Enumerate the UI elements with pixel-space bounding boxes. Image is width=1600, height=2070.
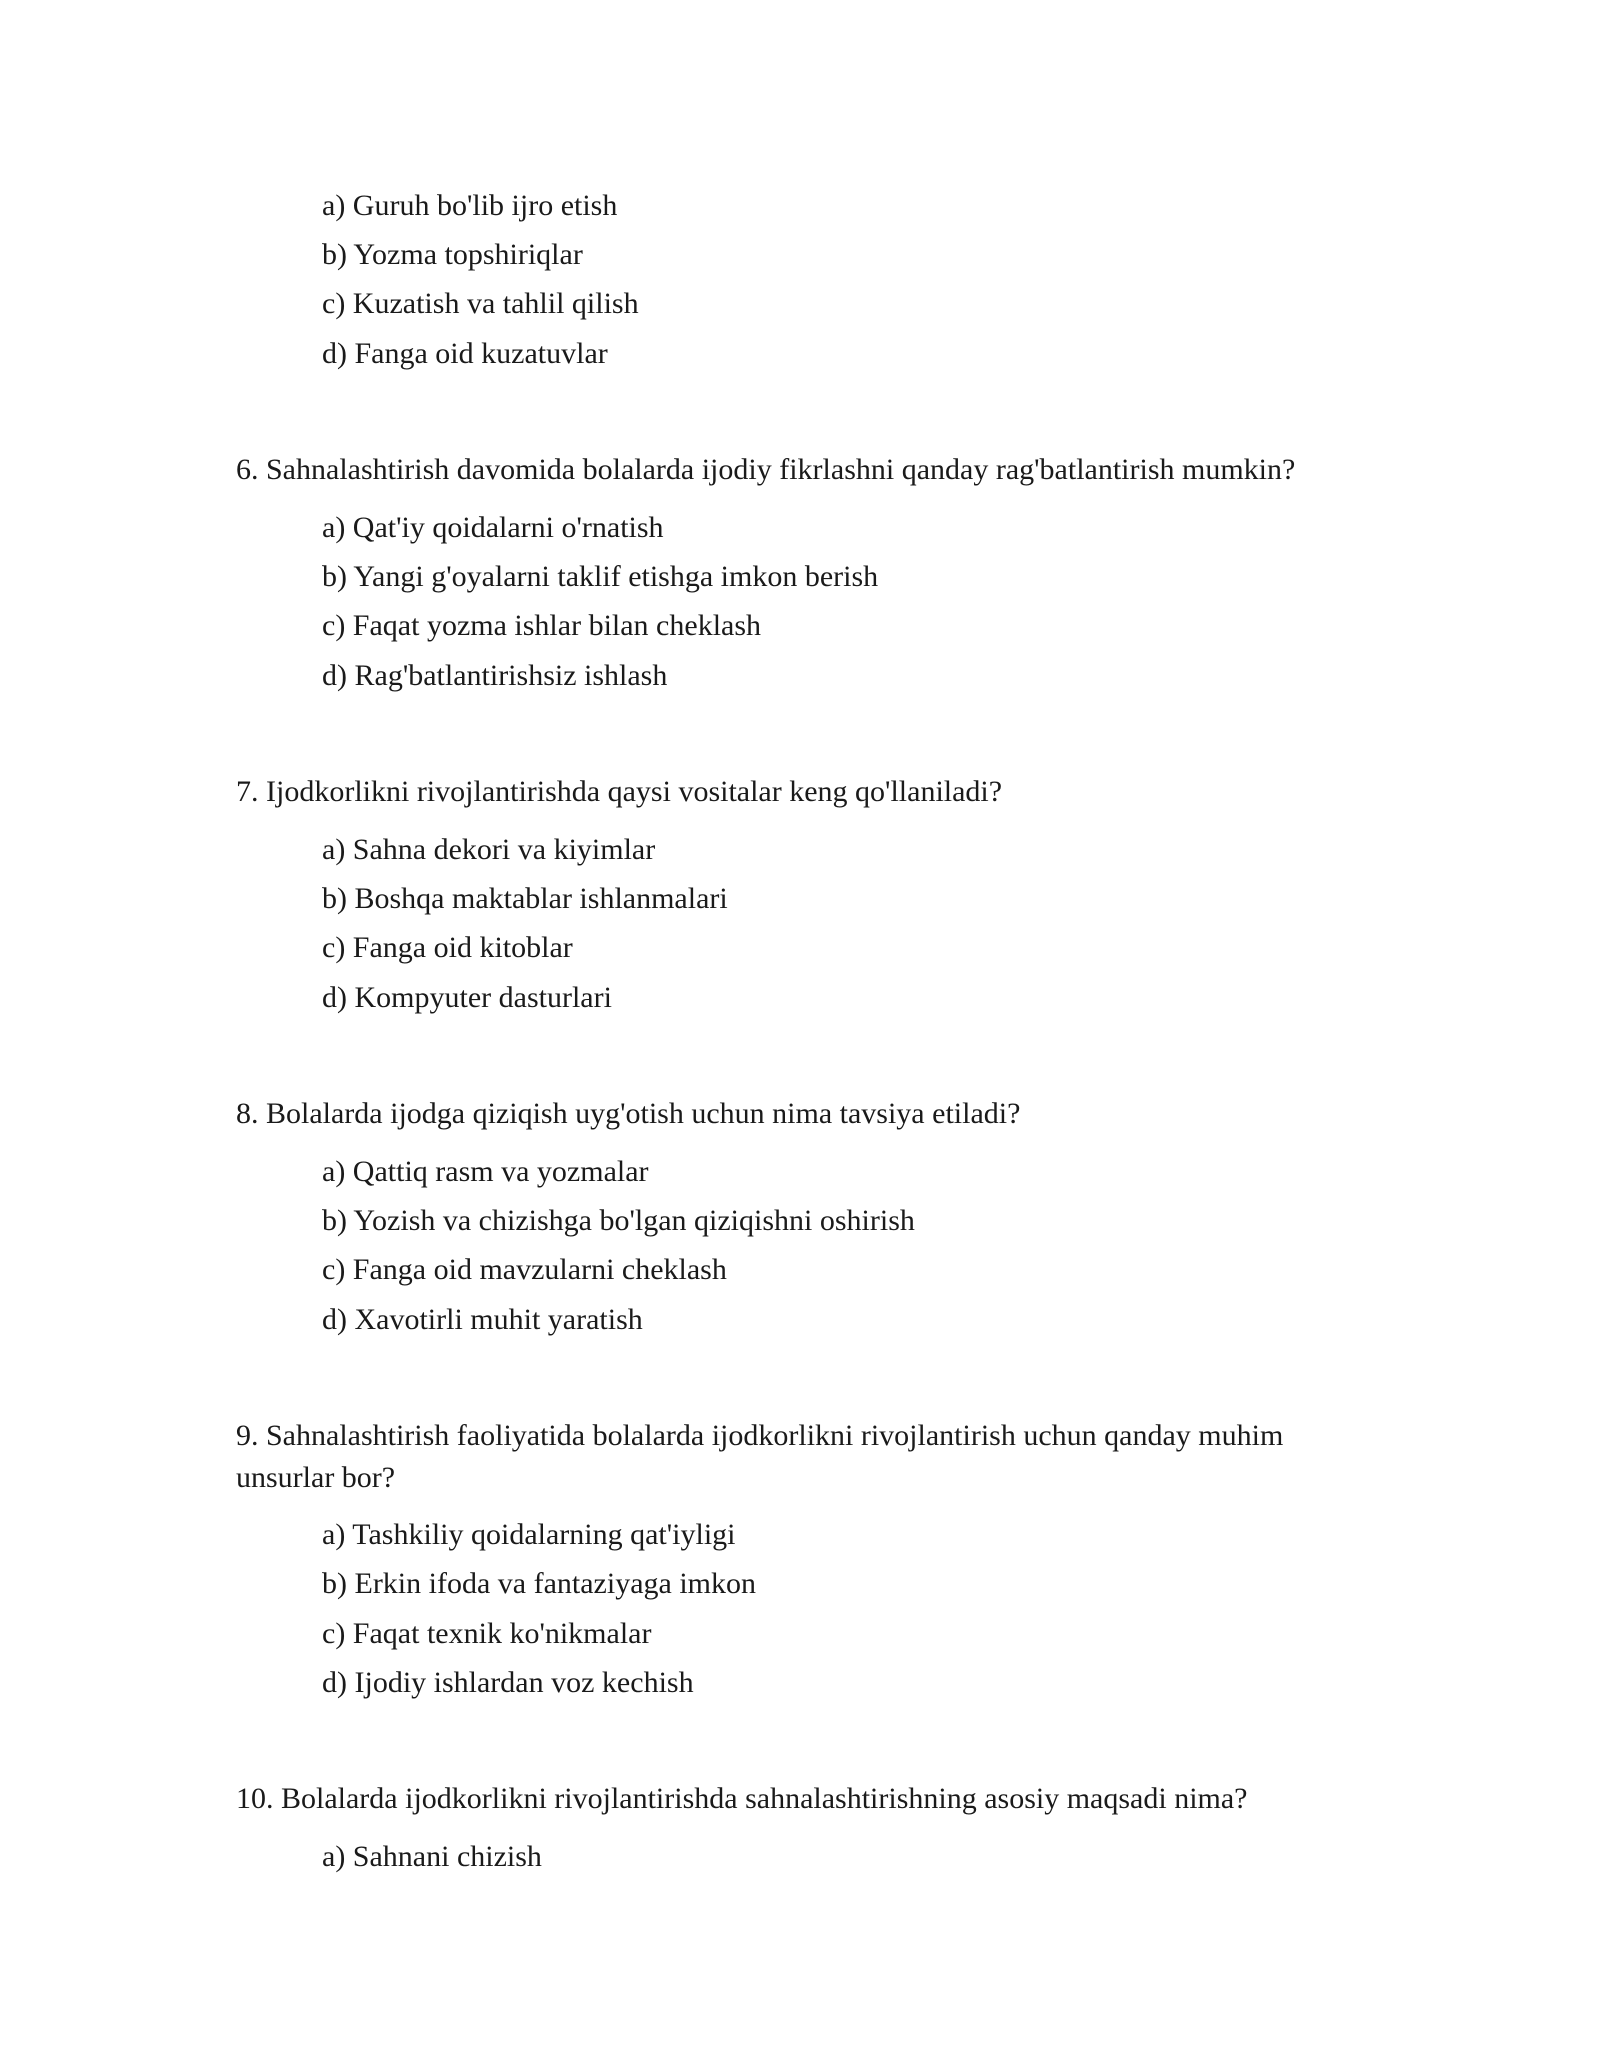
question-6-option-a: a) Qat'iy qoidalarni o'rnatish — [322, 511, 664, 544]
question-9-option-c: c) Faqat texnik ko'nikmalar — [322, 1617, 652, 1650]
question-9-option-a: a) Tashkiliy qoidalarning qat'iyligi — [322, 1518, 736, 1551]
question-6-option-c: c) Faqat yozma ishlar bilan cheklash — [322, 609, 762, 642]
question-7-text: 7. Ijodkorlikni rivojlantirishda qaysi vositalar keng qo'llaniladi? — [236, 775, 1003, 808]
question-7-option-a: a) Sahna dekori va kiyimlar — [322, 833, 656, 866]
question-8-text: 8. Bolalarda ijodga qiziqish uyg'otish uchun nima tavsiya etiladi? — [236, 1097, 1021, 1130]
question-9-option-b: b) Erkin ifoda va fantaziyaga imkon — [322, 1567, 757, 1600]
question-5-option-c: c) Kuzatish va tahlil qilish — [322, 287, 639, 320]
question-6-option-d: d) Rag'batlantirishsiz ishlash — [322, 659, 668, 692]
question-8-option-d: d) Xavotirli muhit yaratish — [322, 1303, 643, 1336]
question-7-option-c: c) Fanga oid kitoblar — [322, 931, 573, 964]
question-10-text: 10. Bolalarda ijodkorlikni rivojlantirishda sahnalashtirishning asosiy maqsadi nima? — [236, 1782, 1248, 1815]
question-5-option-d: d) Fanga oid kuzatuvlar — [322, 337, 608, 370]
question-8-option-b: b) Yozish va chizishga bo'lgan qiziqishni oshirish — [322, 1204, 915, 1237]
question-9-text-line-2: unsurlar bor? — [236, 1461, 396, 1494]
question-6-option-b: b) Yangi g'oyalarni taklif etishga imkon berish — [322, 560, 879, 593]
question-8-option-a: a) Qattiq rasm va yozmalar — [322, 1155, 649, 1188]
question-9-text-line-1: 9. Sahnalashtirish faoliyatida bolalarda ijodkorlikni rivojlantirish uchun qanday muhim — [236, 1419, 1284, 1452]
question-8-option-c: c) Fanga oid mavzularni cheklash — [322, 1253, 727, 1286]
question-7-option-b: b) Boshqa maktablar ishlanmalari — [322, 882, 728, 915]
question-9-option-d: d) Ijodiy ishlardan voz kechish — [322, 1666, 694, 1699]
question-6-text: 6. Sahnalashtirish davomida bolalarda ijodiy fikrlashni qanday rag'batlantirish mumkin? — [236, 453, 1296, 486]
question-10-option-a: a) Sahnani chizish — [322, 1840, 542, 1873]
question-5-option-a: a) Guruh bo'lib ijro etish — [322, 189, 618, 222]
question-7-option-d: d) Kompyuter dasturlari — [322, 981, 612, 1014]
question-5-option-b: b) Yozma topshiriqlar — [322, 238, 583, 271]
